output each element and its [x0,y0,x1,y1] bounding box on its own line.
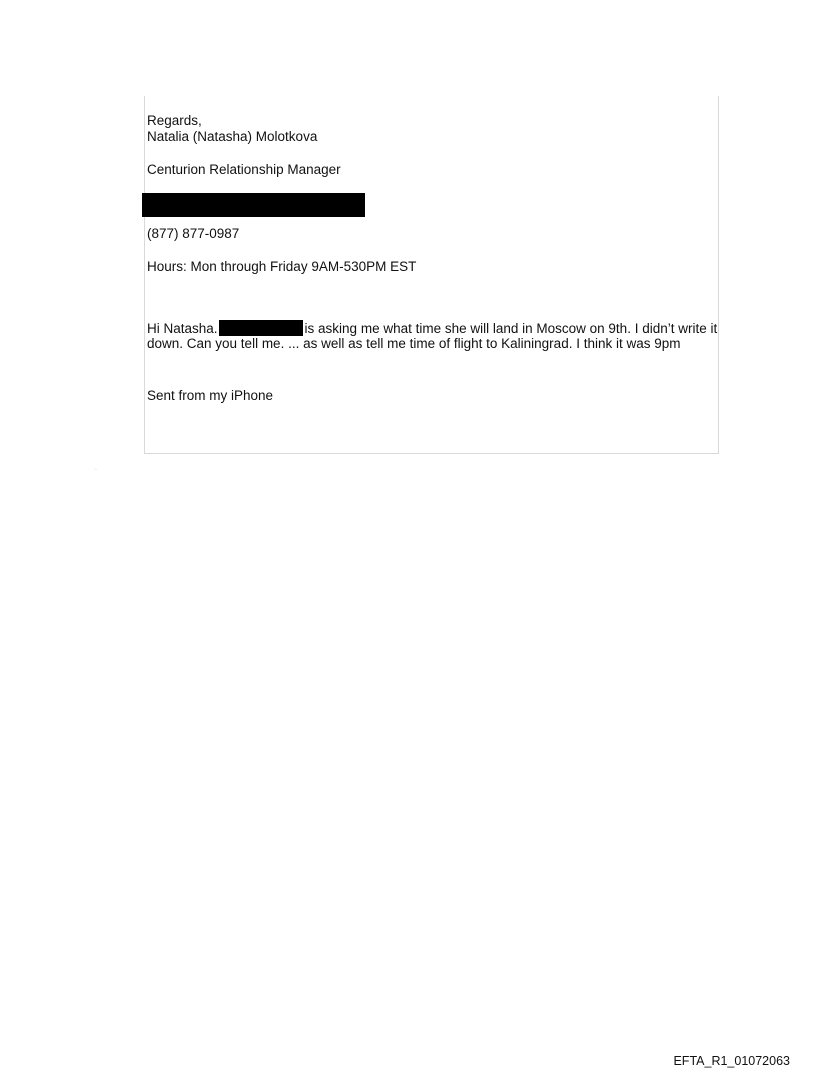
signature-title: Centurion Relationship Manager [147,162,341,177]
margin-mark: :... [94,467,98,471]
message-text: is asking me what time she will land in Moscow on 9th. I didn’t write it down. Can you tell me. ... as well as tell me time of flight to Kaliningrad. I think it was 9pm [147,321,718,351]
email-content-panel [144,96,719,454]
signature-hours: Hours: Mon through Friday 9AM-530PM EST [147,259,417,274]
redacted-name [219,320,303,336]
signature-name: Natalia (Natasha) Molotkova [147,129,318,144]
signature-closing: Regards, [147,113,202,128]
message-body [147,320,719,351]
redacted-signature-line [142,193,365,217]
bates-number: EFTA_R1_01072063 [673,1054,790,1068]
signature-phone: (877) 877-0987 [147,226,240,241]
message-footer: Sent from my iPhone [147,388,274,403]
message-greeting: Hi Natasha. [147,321,218,336]
